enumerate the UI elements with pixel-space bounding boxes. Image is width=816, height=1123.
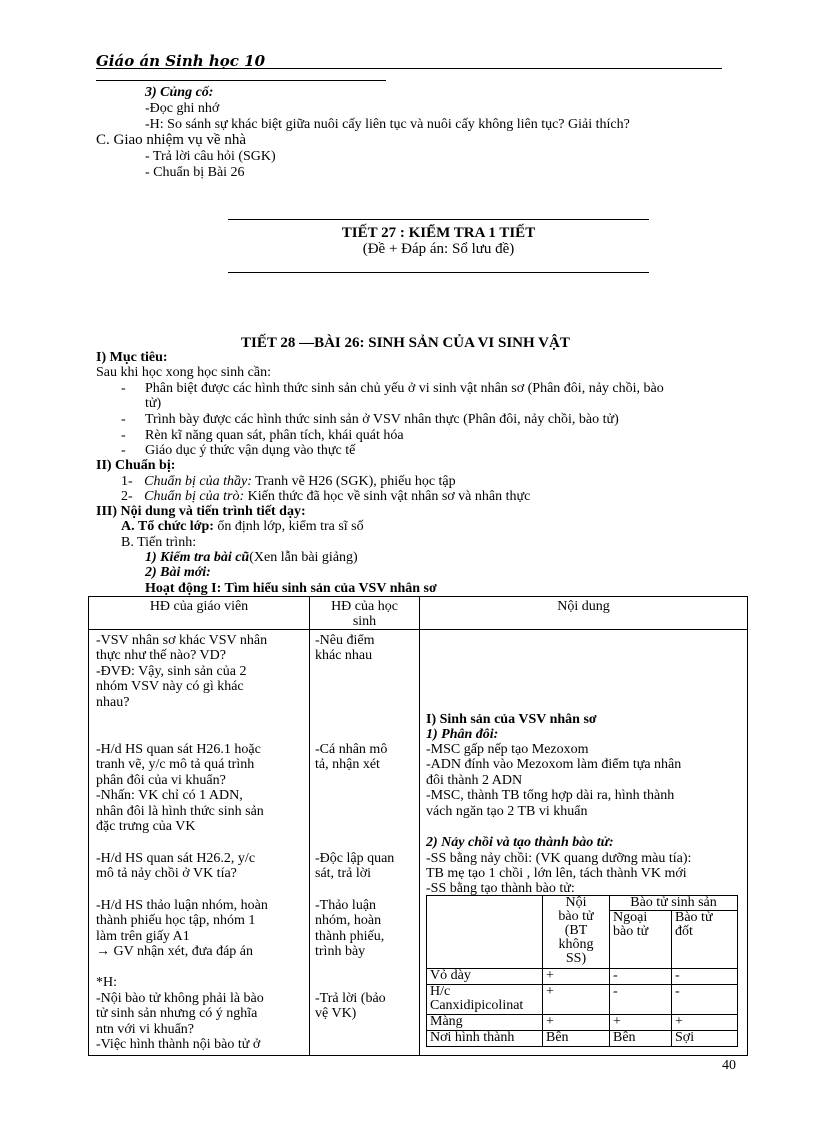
nd-phan-doi-item: vách ngăn tạo 2 TB vi khuẩn [426,804,588,819]
gv-line: -H/d HS quan sát H26.2, y/c [96,851,256,866]
nd-phan-doi-item: -ADN đính vào Mezoxom làm điểm tựa nhân [426,757,682,772]
prep-1-label: Chuẩn bị của thầy: [144,474,252,489]
page-number: 40 [722,1058,736,1073]
spore-corner [427,896,543,969]
tiet27-title: TIẾT 27 : KIỂM TRA 1 TIẾT [341,225,536,241]
spore-cell: - [610,969,672,985]
goal-bullet: - [121,412,126,427]
spore-cell: - [672,985,738,1015]
spore-cell: + [543,985,610,1015]
hs-line: sát, trả lời [315,866,371,881]
to-chuc-label: A. Tổ chức lớp: [121,519,214,534]
spore-col-noi: Nội bào tử (BT không SS) [543,896,610,969]
gv-line: ntn với vi khuẩn? [96,1022,194,1037]
nhiem-vu-item-2: - Chuẩn bị Bài 26 [145,165,245,180]
gv-line: -Nội bào tử không phải là bào [96,991,264,1006]
hs-line: khác nhau [315,648,373,663]
cung-co-item-2: -H: So sánh sự khác biệt giữa nuôi cấy liên tục và nuôi cấy không liên tục? Giải thích? [145,117,630,132]
tiet27-rule-top [228,219,649,220]
to-chuc-text: ổn định lớp, kiểm tra sĩ số [213,519,364,534]
gv-line: đặc trưng của VK [96,819,196,834]
col-hs [310,630,420,1056]
goal-1: Phân biệt được các hình thức sinh sản chủ yếu ở vi sinh vật nhân sơ (Phân đôi, nảy chồi, bào [145,381,664,396]
nd-phan-doi-item: -MSC, thành TB tổng hợp dài ra, hình thành [426,788,675,803]
gv-line: -Nhấn: VK chỉ có 1 ADN, [96,788,243,803]
gv-line: thành phiếu học tập, nhóm 1 [96,913,256,928]
goal-1-cont: tử) [145,396,162,411]
tiet27-subtitle: (Đề + Đáp án: Sổ lưu đề) [362,241,515,257]
hs-line: vệ VK) [315,1006,357,1021]
spore-row-label: Vỏ dày [427,969,543,985]
prep-2 [121,489,530,504]
header-rule-short [96,80,386,81]
gv-line: *H: [96,975,117,990]
prep-1 [121,474,456,489]
hs-line: nhóm, hoàn [315,913,382,928]
goal-bullet: - [121,443,126,458]
nd-phan-doi-item: đôi thành 2 ADN [426,773,523,788]
header-title: Giáo án Sinh học 10 [96,52,266,70]
hs-line: thành phiếu, [315,929,385,944]
gv-line: mô tả nảy chồi ở VK tía? [96,866,237,881]
prep-1-text: Tranh vẽ H26 (SGK), phiếu học tập [251,474,456,489]
spore-col-dot: Bào tử đốt [672,911,738,969]
lesson-table [88,596,748,1056]
cung-co-heading: 3) Củng cố: [145,85,214,100]
goal-4: Giáo dục ý thức vận dụng vào thực tế [145,443,356,458]
header-rule [96,68,722,69]
goal-3: Rèn kĩ năng quan sát, phân tích, khái quát hóa [145,428,404,443]
tiet28-title: TIẾT 28 —BÀI 26: SINH SẢN CỦA VI SINH VẬT [241,335,570,351]
hs-line: tả, nhận xét [315,757,380,772]
spore-table [426,895,738,1047]
gv-line: nhau? [96,695,130,710]
ktbc [145,550,358,565]
spore-row-label: H/c Canxidipicolinat [427,985,543,1015]
nd-phan-doi-item: -MSC gấp nếp tạo Mezoxom [426,742,589,757]
bai-moi-heading: 2) Bài mới: [145,565,211,580]
hoat-dong-heading: Hoạt động I: Tìm hiểu sinh sản của VSV nhân sơ [145,581,437,596]
spore-cell: Bên [543,1031,610,1047]
chuan-bi-heading: II) Chuẩn bị: [96,458,176,473]
gv-line: nhân đôi là hình thức sinh sản [96,804,264,819]
nd-section-title: I) Sinh sản của VSV nhân sơ [426,712,597,727]
spore-cell: - [610,985,672,1015]
cung-co-item-1: -Đọc ghi nhớ [145,101,220,116]
to-chuc-lop [121,519,364,534]
gv-line: tử sinh sản nhưng có ý nghĩa [96,1006,258,1021]
goal-bullet: - [121,428,126,443]
prep-2-label: Chuẩn bị của trò: [144,489,245,504]
hs-line: trình bày [315,944,366,959]
noi-dung-heading: III) Nội dung và tiến trình tiết dạy: [96,504,306,519]
spore-col-group: Bào tử sinh sản [610,896,738,911]
goal-2: Trình bày được các hình thức sinh sản ở VSV nhân thực (Phân đôi, nảy chồi, bào tử) [145,412,619,427]
ktbc-label: 1) Kiểm tra bài cũ [145,550,250,565]
col-nd [420,630,748,1056]
nd-nay-choi-item: -SS bằng nảy chồi: (VK quang dưỡng màu tía): [426,851,692,866]
nd-nay-choi-item: TB mẹ tạo 1 chồi , lớn lên, tách thành VK mới [426,866,687,881]
spore-row-label: Màng [427,1015,543,1031]
header-hs: HĐ của học sinh [310,597,420,630]
spore-cell: Sợi [672,1031,738,1047]
prep-2-text: Kiến thức đã học về sinh vật nhân sơ và nhân thực [244,489,531,504]
gv-line: -ĐVĐ: Vậy, sinh sản của 2 [96,664,247,679]
spore-row-label: Nơi hình thành [427,1031,543,1047]
spore-cell: Bên [610,1031,672,1047]
spore-col-ngoai: Ngoại bào tử [610,911,672,969]
nd-nay-choi-item: -SS bằng tạo thành bào tử: [426,881,575,896]
gv-line: làm trên giấy A1 [96,929,190,944]
hs-line: -Độc lập quan [315,851,395,866]
prep-2-num: 2- [121,489,133,504]
muc-tieu-intro: Sau khi học xong học sinh cần: [96,365,271,380]
goal-bullet: - [121,381,126,396]
spore-cell: + [543,969,610,985]
gv-line: -H/d HS thảo luận nhóm, hoàn [96,898,268,913]
nd-nay-choi-heading: 2) Nảy chồi và tạo thành bào tử: [426,835,614,850]
spore-cell: + [672,1015,738,1031]
hs-line: -Cá nhân mô [315,742,388,757]
gv-line: phân đôi của vi khuẩn? [96,773,226,788]
nhiem-vu-item-1: - Trả lời câu hỏi (SGK) [145,149,276,164]
spore-cell: + [543,1015,610,1031]
header-gv: HĐ của giáo viên [89,597,310,630]
hs-line: -Thảo luận [315,898,377,913]
gv-line: tranh vẽ, y/c mô tả quá trình [96,757,255,772]
gv-line: -Việc hình thành nội bào tử ở [96,1037,261,1052]
col-gv [89,630,310,1056]
nd-phan-doi-heading: 1) Phân đôi: [426,727,499,742]
tien-trinh-heading: B. Tiến trình: [121,535,197,550]
ktbc-text: (Xen lẫn bài giảng) [249,550,358,565]
gv-line: nhóm VSV này có gì khác [96,679,244,694]
header-nd: Nội dung [420,597,748,630]
hs-line: -Trả lời (bảo [315,991,386,1006]
prep-1-num: 1- [121,474,133,489]
hs-line: -Nêu điểm [315,633,375,648]
spore-cell: + [610,1015,672,1031]
giao-nhiem-vu-heading: C. Giao nhiệm vụ về nhà [96,132,246,148]
tiet27-rule-bottom [228,272,649,273]
spore-cell: - [672,969,738,985]
gv-line: -VSV nhân sơ khác VSV nhân [96,633,268,648]
muc-tieu-heading: I) Mục tiêu: [96,350,168,365]
gv-line: thực như thế nào? VD? [96,648,226,663]
gv-line: -H/d HS quan sát H26.1 hoặc [96,742,261,757]
gv-line: → GV nhận xét, đưa đáp án [96,944,254,959]
